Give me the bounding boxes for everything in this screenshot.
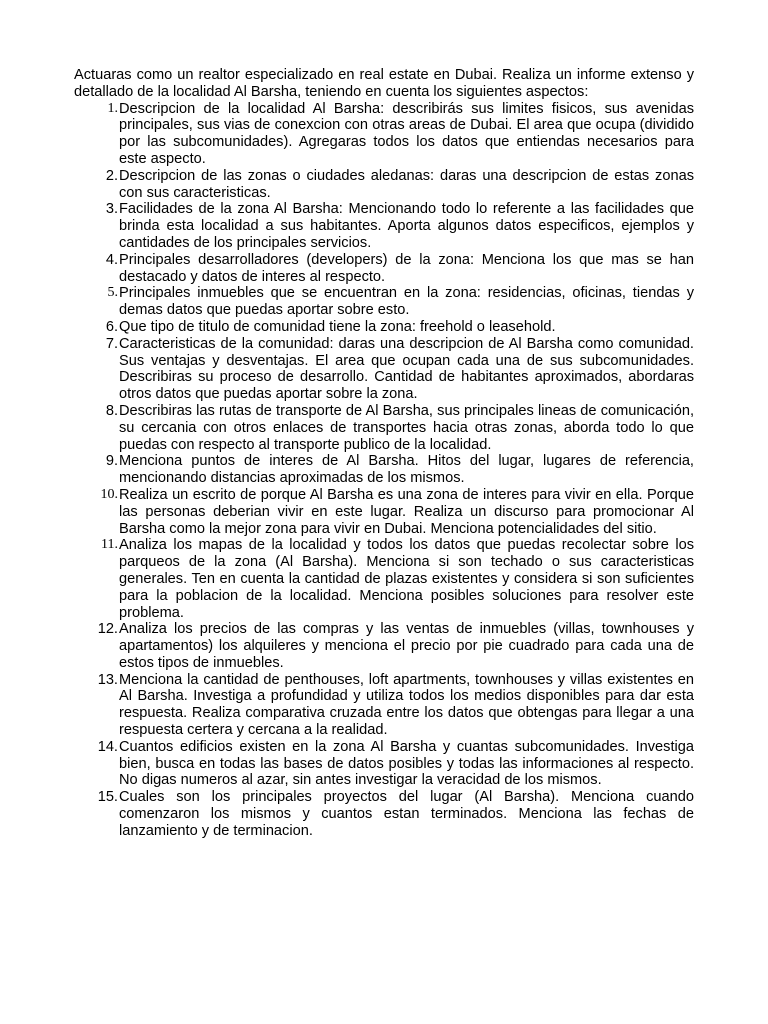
list-item-number: 3.	[105, 201, 118, 218]
list-item	[74, 453, 694, 487]
list-item	[74, 789, 694, 839]
list-item	[74, 537, 694, 621]
list-item-number: 10.	[100, 486, 118, 502]
list-item-number: 4.	[105, 251, 118, 268]
list-item-number: 14.	[97, 738, 118, 755]
list-item-text: Principales inmuebles que se encuentran en la zona: residencias, oficinas, tiendas y demas datos que puedas aportar sobre esto.	[119, 285, 694, 319]
list-item	[74, 403, 694, 453]
list-item	[74, 672, 694, 739]
list-item	[74, 487, 694, 537]
list-item	[74, 201, 694, 251]
list-item	[74, 285, 694, 319]
list-item	[74, 621, 694, 671]
list-item-text: Analiza los mapas de la localidad y todos los datos que puedas recolectar sobre los parqueos de la zona (Al Barsha). Menciona si son techado o sus caracteristicas generales. Ten en cuenta la cantidad de plazas existentes y considera si son suficientes para la poblacion de la localidad. Menciona posibles soluciones para resolver este problema.	[119, 537, 694, 621]
list-item-text: Cuantos edificios existen en la zona Al Barsha y cuantas subcomunidades. Investiga bien, busca en todas las bases de datos posibles y todas las informaciones al respecto. No digas numeros al azar, sin antes investigar la veracidad de los mismos.	[119, 738, 694, 789]
list-item-number: 2.	[105, 167, 118, 184]
list-item-number: 15.	[97, 789, 118, 806]
list-item-text: Caracteristicas de la comunidad: daras una descripcion de Al Barsha como comunidad. Sus ventajas y desventajas. El area que ocupan cada una de sus subcomunidades. Describiras su proceso de desarrollo. Cantidad de habitantes aproximados, abordaras otros datos que puedas aportar sobre la zona.	[119, 335, 694, 403]
list-item-text: Cuales son los principales proyectos del lugar (Al Barsha). Menciona cuando comenzaron los mismos y cuantos estan terminados. Menciona las fechas de lanzamiento y de terminacion.	[119, 789, 694, 839]
list-item-text: Describiras las rutas de transporte de Al Barsha, sus principales lineas de comunicación, su cercania con otros enlaces de transportes hacia otras zonas, aborda todo lo que puedas con respecto al transporte publico de la localidad.	[119, 402, 694, 453]
list-item-number: 8.	[105, 402, 118, 419]
intro-paragraph: Actuaras como un realtor especializado en real estate en Dubai. Realiza un informe extenso y detallado de la localidad Al Barsha, teniendo en cuenta los siguientes aspectos:	[74, 67, 694, 100]
list-item-text: Realiza un escrito de porque Al Barsha es una zona de interes para vivir en ella. Porque las personas deberian vivir en este lugar. Realiza un discurso para promocionar Al Barsha como la mejor zona para vivir en Dubai. Menciona potencialidades del sitio.	[119, 486, 694, 537]
list-item-text: Facilidades de la zona Al Barsha: Mencionando todo lo referente a las facilidades que brinda esta localidad a sus habitantes. Aporta algunos datos especificos, ejemplos y cantidades de los principales servicios.	[119, 201, 694, 251]
list-item-number: 5.	[107, 285, 118, 301]
list-item-text: Menciona puntos de interes de Al Barsha. Hitos del lugar, lugares de referencia, mencionando distancias aproximadas de los mismos.	[119, 453, 694, 487]
list-item-number: 7.	[105, 335, 118, 352]
list-item	[74, 168, 694, 202]
list-item	[74, 336, 694, 403]
list-item	[74, 739, 694, 789]
list-item-text: Principales desarrolladores (developers) de la zona: Menciona los que mas se han destacado y datos de interes al respecto.	[119, 251, 694, 285]
list-item-number: 1.	[107, 100, 118, 116]
list-item	[74, 319, 694, 336]
list-item-text: Descripcion de la localidad Al Barsha: describirás sus limites fisicos, sus avenidas principales, sus vias de conexcion con otras areas de Dubai. El area que ocupa (dividido por las subcomunidades). Agregaras todos los datos que entiendas necesarios para este aspecto.	[119, 100, 694, 167]
list-item-text: Menciona la cantidad de penthouses, loft apartments, townhouses y villas existentes en Al Barsha. Investiga a profundidad y utiliza todos los medios disponibles para dar esta respuesta. Realiza comparativa cruzada entre los datos que obtengas para llegar a una respuesta certera y cercana a la realidad.	[119, 671, 694, 739]
list-item-number: 6.	[105, 318, 118, 335]
list-item-number: 13.	[97, 671, 118, 688]
list-item-number: 11.	[101, 537, 118, 553]
list-item-number: 9.	[105, 453, 118, 470]
list-item-number: 12.	[97, 621, 118, 638]
list-item-text: Que tipo de titulo de comunidad tiene la zona: freehold o leasehold.	[119, 318, 556, 335]
document-page	[74, 67, 694, 840]
list-item-text: Analiza los precios de las compras y las ventas de inmuebles (villas, townhouses y apartamentos) los alquileres y menciona el precio por pie cuadrado para cada una de estos tipos de inmuebles.	[119, 621, 694, 671]
task-list	[74, 101, 694, 840]
list-item	[74, 101, 694, 168]
list-item-text: Descripcion de las zonas o ciudades aledanas: daras una descripcion de estas zonas con sus caracteristicas.	[119, 167, 694, 201]
list-item	[74, 252, 694, 286]
